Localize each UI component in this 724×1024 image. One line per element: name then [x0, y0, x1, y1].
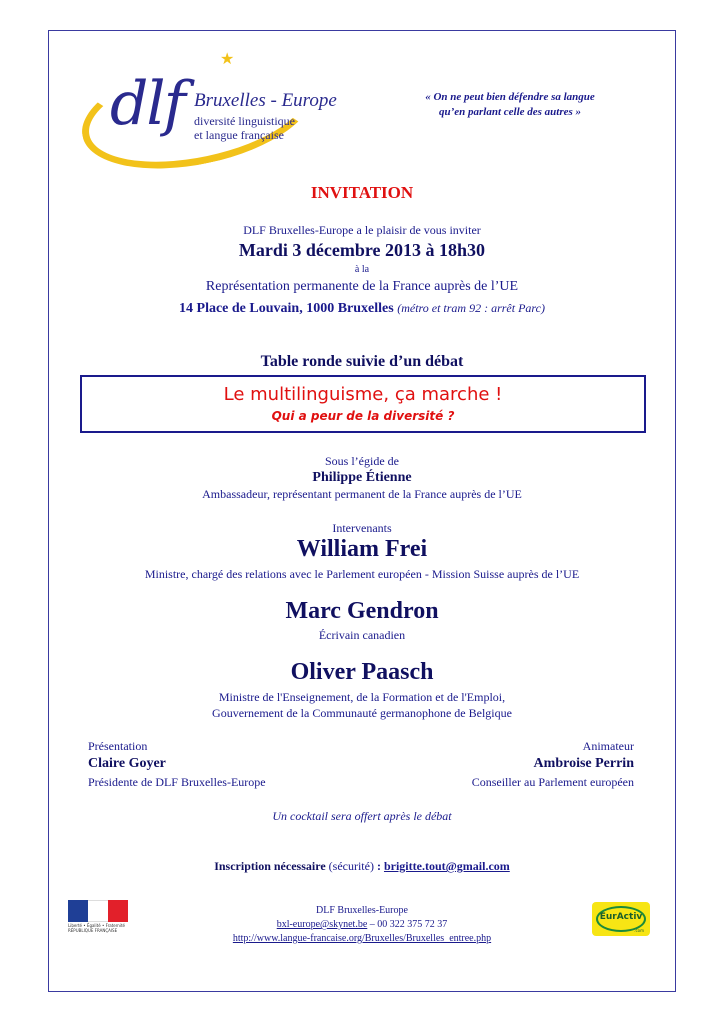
- speaker-name: William Frei: [296, 536, 428, 562]
- republique-motto: Liberté • Égalité • Fraternité: [68, 923, 125, 928]
- logo-title: Bruxelles - Europe: [194, 90, 337, 111]
- presentation-role: Présidente de DLF Bruxelles-Europe: [88, 775, 266, 789]
- euractiv-label: EurActiv: [599, 912, 643, 922]
- registration-label: Inscription nécessaire: [214, 859, 326, 873]
- footer-email-link[interactable]: bxl-europe@skynet.be: [276, 919, 368, 930]
- speaker-role: Ministre, chargé des relations avec le Parlement européen - Mission Suisse auprès de l’UE: [144, 567, 580, 581]
- logo-subtitle: [194, 114, 295, 142]
- patron-role: Ambassadeur, représentant permanent de la France auprès de l’UE: [202, 487, 522, 501]
- moderator-role: Conseiller au Parlement européen: [471, 775, 634, 789]
- footer-url-link[interactable]: http://www.langue-francaise.org/Bruxelles/Bruxelles_entree.php: [232, 933, 492, 944]
- quote: [380, 90, 640, 120]
- footer-org: DLF Bruxelles-Europe: [316, 905, 408, 916]
- invitation-heading: INVITATION: [310, 183, 414, 202]
- euractiv-suffix: .com: [634, 928, 644, 933]
- quote-line1: « On ne peut bien défendre sa langue: [425, 91, 595, 103]
- patron-name: Philippe Étienne: [312, 470, 412, 485]
- event-format: Table ronde suivie d’un débat: [260, 353, 464, 370]
- republique-text: [68, 923, 128, 933]
- euractiv-logo: [592, 902, 650, 936]
- address-line: [0, 301, 724, 317]
- logo-subtitle-line2: et langue française: [194, 128, 284, 142]
- cocktail-note: Un cocktail sera offert après le débat: [272, 809, 452, 823]
- venue: Représentation permanente de la France auprès de l’UE: [205, 279, 519, 294]
- event-title: Le multilinguisme, ça marche !: [223, 384, 503, 405]
- logo-brand: dlf: [110, 69, 184, 139]
- registration-note: (sécurité): [328, 859, 374, 873]
- presentation-label: Présentation: [88, 739, 148, 753]
- patron-label: Sous l’égide de: [325, 454, 399, 468]
- star-icon: ★: [220, 51, 235, 68]
- speakers-label: Intervenants: [332, 521, 392, 535]
- page-frame: [48, 30, 676, 992]
- quote-line2: qu’en parlant celle des autres »: [438, 106, 582, 118]
- speaker-role-2: Gouvernement de la Communauté germanophone de Belgique: [212, 706, 512, 720]
- event-subtitle: Qui a peur de la diversité ?: [271, 409, 455, 423]
- speaker-role: Ministre de l'Enseignement, de la Formation et de l'Emploi,: [218, 690, 506, 704]
- logo-subtitle-line1: diversité linguistique: [194, 114, 295, 128]
- registration-email-link[interactable]: brigitte.tout@gmail.com: [383, 859, 510, 873]
- footer-phone: – 00 322 375 72 37: [367, 919, 448, 930]
- speaker-name: Marc Gendron: [285, 598, 439, 624]
- moderator-label: Animateur: [582, 739, 634, 753]
- registration: [0, 859, 724, 874]
- dlf-logo: [80, 51, 337, 170]
- registration-colon: :: [376, 859, 384, 873]
- speaker-name: Oliver Paasch: [290, 659, 434, 685]
- moderator-name: Ambroise Perrin: [533, 756, 634, 771]
- flag-icon: [68, 900, 128, 922]
- event-title-box: [80, 375, 646, 433]
- transport: (métro et tram 92 : arrêt Parc): [397, 301, 545, 315]
- republique-francaise-logo: [68, 900, 128, 933]
- republique-name: RÉPUBLIQUE FRANÇAISE: [68, 928, 118, 933]
- presentation-name: Claire Goyer: [88, 756, 166, 771]
- a-la: à la: [354, 264, 370, 275]
- address: 14 Place de Louvain, 1000 Bruxelles: [179, 301, 394, 316]
- speaker-role: Écrivain canadien: [318, 628, 406, 642]
- event-date: Mardi 3 décembre 2013 à 18h30: [238, 240, 486, 260]
- invitation-intro: DLF Bruxelles-Europe a le plaisir de vous inviter: [243, 223, 481, 237]
